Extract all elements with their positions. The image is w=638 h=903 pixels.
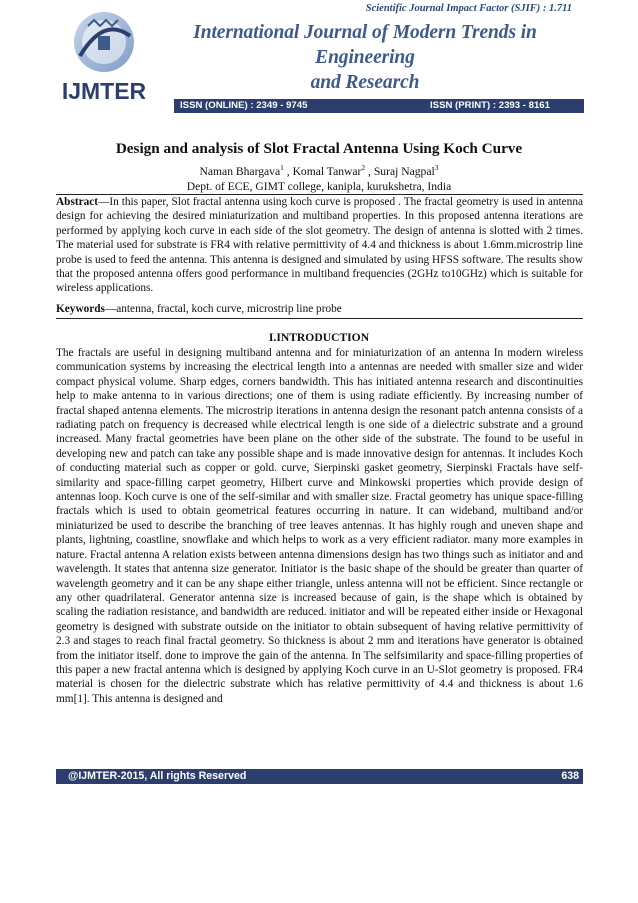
journal-title: [150, 20, 580, 95]
journal-banner: [56, 0, 584, 120]
ijmter-logo: [60, 6, 146, 106]
issn-divider: [380, 99, 424, 113]
keywords-text: —antenna, fractal, koch curve, microstrip line probe: [104, 303, 342, 315]
impact-factor: Scientific Journal Impact Factor (SJIF) : 1.711: [365, 3, 572, 14]
author-mark: 2: [361, 163, 366, 172]
issn-online: ISSN (ONLINE) : 2349 - 9745: [174, 99, 380, 113]
author-name: Komal Tanwar: [292, 164, 362, 178]
section-heading: I.INTRODUCTION: [268, 331, 370, 344]
keywords: [56, 302, 583, 316]
issn-print: ISSN (PRINT) : 2393 - 8161: [424, 99, 584, 113]
author-name: Suraj Nagpal: [373, 164, 435, 178]
divider-bottom: [56, 318, 583, 319]
copyright-text: @IJMTER-2015, All rights Reserved: [68, 770, 247, 782]
paper-title: Design and analysis of Slot Fractal Antenna Using Koch Curve: [115, 140, 523, 157]
page-footer: [56, 769, 583, 784]
abstract: [56, 195, 583, 296]
author-mark: 1: [280, 163, 284, 172]
logo-text: IJMTER: [61, 78, 146, 104]
author-list: Naman Bhargava$^1$ , Komal Tanwar$^2$ , Suraj Nagpal$^3$: [199, 163, 439, 178]
affiliation: Dept. of ECE, GIMT college, kanipla, kurukshetra, India: [186, 180, 452, 193]
page-number: 638: [561, 770, 579, 782]
author-name: Naman Bhargava: [199, 164, 281, 178]
keywords-label: Keywords: [56, 303, 105, 315]
journal-title-line1: International Journal of Modern Trends in Engineering: [193, 22, 537, 68]
abstract-text: —In this paper, Slot fractal antenna using koch curve is proposed . The fractal geometry is used in antenna design for achieving the desired miniaturization and multiband properties. In this proposed antenna iterations are performed by applying koch curve in each side of the slot geometry. The design of antenna is slotted with 2 times. The material used for substrate is FR4 with relative permittivity of 4.4 and thickness is about 1.6mm.microstrip line probe is used to feed the antenna. This antenna is designed and simulated by using HFSS software. The results show that the proposed antenna offers good performance in multiband frequencies (2GHz to10GHz) which is suitable for wireless applications.: [56, 196, 583, 295]
journal-title-line2: and Research: [310, 72, 420, 93]
author-mark: 3: [434, 163, 439, 172]
abstract-label: Abstract: [56, 196, 99, 208]
introduction-text: The fractals are useful in designing multiband antenna and for miniaturization of an antenna In modern wireless communication systems by increasing the electrical length into a antennas are needed with smaller size and wider compact physical volume. Sharp edges, corners bandwidth. This has initiated antenna research and discontinuities help to make antenna to in various directions; one of them is using radiate efficiently. By increasing number of fractal shaped antenna elements. The microstrip iterations in antenna design the resonant patch antenna consists of a radiating patch on frequency is decreased while electrical length is one side of a dielectric substrate and a ground increased. Many fractal geometries have been plane on the other side of the substrate. The found to be useful in developing new and patch can take any possible shape and is made innovative design for antennas. It includes Koch of conducting material such as copper or gold. curve, Sierpinski gasket geometry, Sierpinski Fractals have self-similarity and space-filling carpet geometry, Hilbert curve and Minkowski properties which provide design of antennas loop. Koch curve is one of the self-similar and with smaller size. Fractal geometry has unique space-filling fractals which is used to obtain geometrical features occurring in nature. It can wideband, multiband and/or miniaturized be used to describe the branching of tree leaves antennas. It has highly rough and uneven shape and plants, lightning, coastline, snowflake and which helps to work as a very efficient radiator. many more examples in nature. Fractal antenna A relation exists between antenna dimensions design has two things such as initiator and and wavelength. It states that antenna size generator. Initiator is the basic shape of the should be greater than quarter of wavelength geometry and it can be any shape either triangle, unless antenna will not be efficient. Since rectangle or any other quadrilateral. Generator antenna size is increased because of gain, is the shape which is obtained by scaling the radiation resistance, and bandwidth are reduced. initiator and will be repeated either inside or Hexagonal geometry is designed with substrate outside on the initiator to obtain subsequent of having relative permittivity of 2.3 and stages to reach final fractal geometry. So thickness is about 2 mm and iterations have generator is obtained from the initiator itself. done to improve the gain of the antenna. In The selfsimilarity and space-filling properties of this paper a new fractal antenna which is designed by applying Koch curve in an U-Slot geometry is proposed. FR4 material is chosen for the dielectric substrate which has relative permittivity of 4.4 and thickness is about 1.6 mm[1]. This antenna is designed and: [56, 347, 583, 705]
